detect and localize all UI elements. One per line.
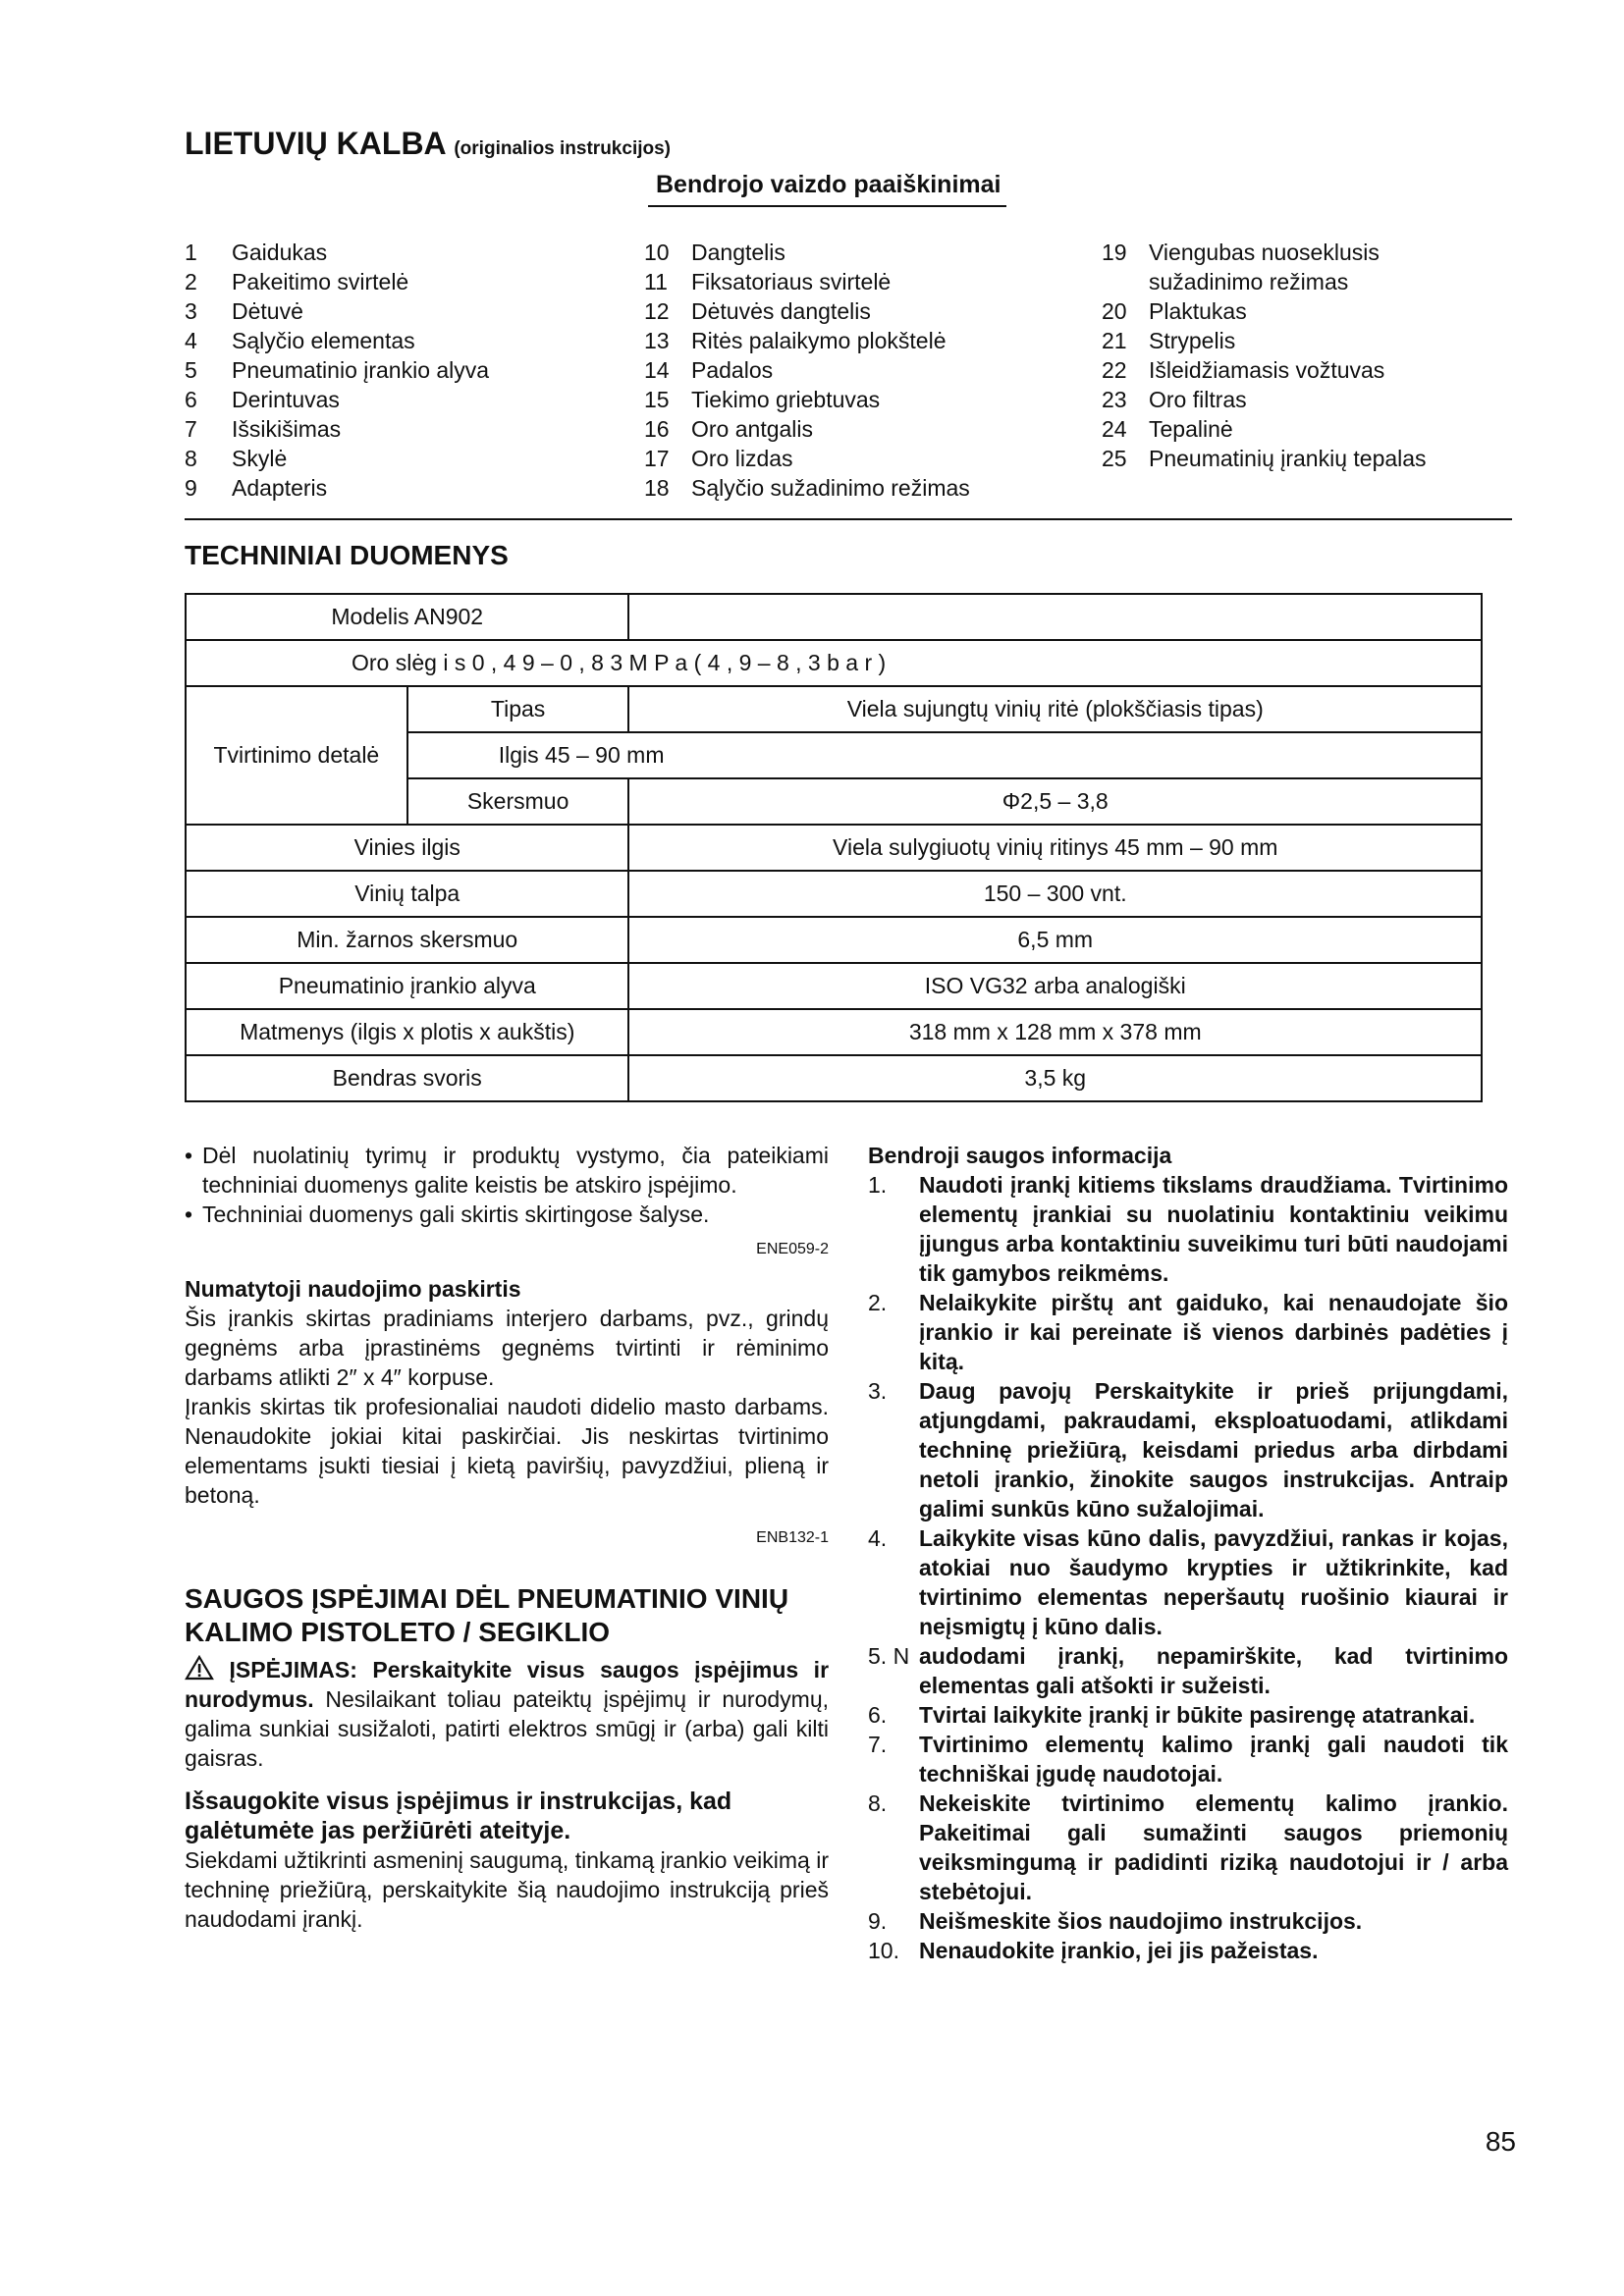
row-label: Pneumatinio įrankio alyva [186,963,628,1009]
legend-item [644,267,1076,296]
legend-item [644,238,1076,267]
legend-item [185,238,607,267]
list-text: Neišmeskite šios naudojimo instrukcijos. [919,1908,1363,1934]
legend-number: 16 [644,416,670,442]
legend-number: 3 [185,298,197,324]
diameter-label: Skersmuo [407,778,629,825]
list-text: Nenaudokite įrankio, jei jis pažeistas. [919,1938,1319,1963]
empty-cell [628,594,1482,640]
list-item [868,1288,1508,1376]
row-value: 6,5 mm [628,917,1482,963]
row-label: Min. žarnos skersmuo [186,917,628,963]
legend-text: Išsikišimas [232,416,342,442]
legend-number: 2 [185,269,197,294]
legend-item [1102,267,1534,296]
legend-column-3 [1102,238,1534,473]
legend-item [1102,385,1534,414]
legend-number: 25 [1102,446,1127,471]
legend-item [185,296,607,326]
legend-text: Pneumatinių įrankių tepalas [1149,446,1427,471]
table-row [186,825,1482,871]
list-text: Tvirtai laikykite įrankį ir būkite pasirengę atatrankai. [919,1702,1476,1728]
doc-code: ENE059-2 [756,1241,829,1257]
legend-number: 17 [644,446,670,471]
legend-number: 8 [185,446,197,471]
type-label: Tipas [407,686,629,732]
legend-number: 10 [644,240,670,265]
warning-bold: Perskaitykite visus saugos įspėjimus ir nurodymus. [185,1657,830,1712]
legend-text: Adapteris [232,475,328,501]
row-label: Vinių talpa [186,871,628,917]
legend-item [644,473,1076,503]
doc-code: ENB132-1 [756,1529,829,1546]
legend-text: Oro filtras [1149,387,1247,412]
length-cell: Ilgis 45 – 90 mm [407,732,1482,778]
legend-number: 18 [644,475,670,501]
legend-text: Ritės palaikymo plokštelė [691,328,947,353]
list-number: 10. [868,1938,899,1963]
legend-item [185,414,607,444]
safety-list [868,1170,1508,1965]
row-value: 318 mm x 128 mm x 378 mm [628,1009,1482,1055]
legend-number: 14 [644,357,670,383]
legend-column-2 [644,238,1076,503]
list-number: 4. [868,1525,888,1551]
row-value: ISO VG32 arba analogiški [628,963,1482,1009]
list-number: 5. N [868,1643,910,1669]
legend-item [185,355,607,385]
legend-text: Tepalinė [1149,416,1233,442]
bullet-icon: • [185,1201,193,1227]
row-label: Bendras svoris [186,1055,628,1101]
list-text: Tvirtinimo elementų kalimo įrankį gali naudoti tik techniškai įgudę naudotojai. [919,1732,1508,1787]
row-value: 150 – 300 vnt. [628,871,1482,917]
legend-number: 4 [185,328,197,353]
legend-item [1102,355,1534,385]
list-item [868,1376,1508,1523]
list-item [868,1936,1508,1965]
legend-text: Dėtuvė [232,298,303,324]
intended-paragraph: Šis įrankis skirtas pradiniams interjero darbams, pvz., grindų gegnėms arba įprastinėms gegnėms tvirtinti ir rėminimo darbams atlikti 2″ x 4″ korpuse. [185,1306,829,1390]
legend-item [644,326,1076,355]
table-row [186,1009,1482,1055]
bullet-text: Techniniai duomenys gali skirtis skirtingose šalyse. [202,1201,710,1227]
table-row [186,871,1482,917]
model-cell: Modelis AN902 [186,594,628,640]
legend-number: 24 [1102,416,1127,442]
legend-text: Oro antgalis [691,416,814,442]
legend-number: 11 [644,269,668,294]
warning-text: Nesilaikant toliau pateiktų įspėjimų ir nurodymų, galima sunkiai susižaloti, patirti elektros smūgį ir (arba) gali kilti gaisras. [185,1686,829,1771]
legend-text: Dėtuvės dangtelis [691,298,871,324]
legend-number [1102,267,1149,296]
fastener-label: Tvirtinimo detalė [186,686,407,825]
list-text: Nekeiskite tvirtinimo elementų kalimo įrankio. Pakeitimai gali sumažinti saugos priemonių veiksmingumą ir padidinti riziką naudotojui ir / arba stebėtojui. [919,1790,1508,1904]
page-number: 85 [1485,2126,1516,2157]
bullet-icon: • [185,1143,193,1168]
legend-text: Plaktukas [1149,298,1247,324]
legend-number: 20 [1102,298,1127,324]
legend-item [644,414,1076,444]
table-row [186,1055,1482,1101]
list-number: 2. [868,1290,888,1315]
legend-item [185,385,607,414]
legend-item [1102,444,1534,473]
specs-table [185,593,1483,1102]
list-text: Nelaikykite pirštų ant gaiduko, kai nenaudojate šio įrankio ir kai pereinate iš vienos darbinės padėties į kitą. [919,1290,1508,1374]
list-text: Naudoti įrankį kitiems tikslams draudžiama. Tvirtinimo elementų įrankiai su nuolatiniu kontaktiniu veikimu įjungus arba kontaktiniu suveikimu turi būti naudojami tik gamybos reikmėms. [919,1172,1508,1286]
intended-paragraph: Įrankis skirtas tik profesionaliai naudoti didelio masto darbams. Nenaudokite jokiai kitai paskirčiai. Jis neskirtas tvirtinimo elementams įsukti tiesiai į kietą paviršių, pavyzdžiui, plieną ir betoną. [185,1394,829,1508]
right-column [868,1141,1508,1965]
list-item [868,1170,1508,1288]
table-row [186,594,1482,640]
legend-number: 12 [644,298,670,324]
legend-text: Sąlyčio elementas [232,328,415,353]
warning-paragraph [185,1655,829,1773]
general-safety-title: Bendroji saugos informacija [868,1143,1172,1168]
list-number: 1. [868,1172,888,1198]
table-row [186,917,1482,963]
legend-title: Bendrojo vaizdo paaiškinimai [648,171,1006,207]
legend-text: Derintuvas [232,387,340,412]
warning-triangle-icon [185,1655,214,1681]
legend-item [185,444,607,473]
legend-number: 9 [185,475,197,501]
table-row [186,963,1482,1009]
legend-item [1102,414,1534,444]
legend-text: Gaidukas [232,240,328,265]
legend-number: 15 [644,387,670,412]
legend-text: sužadinimo režimas [1149,269,1349,294]
legend-number: 6 [185,387,197,412]
list-number: 8. [868,1790,888,1816]
divider [185,518,1512,520]
original-note: (originalios instrukcijos) [454,138,672,159]
bullet-item [185,1141,829,1200]
legend-number: 5 [185,357,197,383]
diameter-value: Φ2,5 – 3,8 [628,778,1482,825]
legend-item [185,326,607,355]
legend-item [1102,238,1534,267]
bullet-item [185,1200,829,1229]
pressure-cell: Oro slėg i s 0 , 4 9 – 0 , 8 3 M P a ( 4 , 9 – 8 , 3 b a r ) [186,640,1482,686]
list-number: 6. [868,1702,888,1728]
list-item [868,1906,1508,1936]
legend-text: Oro lizdas [691,446,793,471]
list-text: Daug pavojų Perskaitykite ir prieš prijungdami, atjungdami, pakraudami, eksploatuodami, atlikdami techninę priežiūrą, keisdami priedus arba dirbdami netoli įrankio, žinokite saugos instrukcijas. Antraip galimi sunkūs kūno sužalojimai. [919,1378,1508,1522]
bullet-text: Dėl nuolatinių tyrimų ir produktų vystymo, čia pateikiami techniniai duomenys galite keistis be atskiro įspėjimo. [202,1143,829,1198]
legend-item [1102,326,1534,355]
type-value: Viela sujungtų vinių ritė (plokščiasis tipas) [628,686,1482,732]
legend-text: Strypelis [1149,328,1236,353]
list-text: audodami įrankį, nepamirškite, kad tvirtinimo elementas gali atšokti ir sužeisti. [919,1643,1508,1698]
legend-number: 22 [1102,357,1127,383]
legend-text: Viengubas nuoseklusis [1149,240,1380,265]
legend-text: Pakeitimo svirtelė [232,269,409,294]
language-title: LIETUVIŲ KALBA [185,126,446,161]
specs-heading: TECHNINIAI DUOMENYS [185,540,509,570]
intended-title: Numatytoji naudojimo paskirtis [185,1276,521,1302]
safety-heading: SAUGOS ĮSPĖJIMAI DĖL PNEUMATINIO VINIŲ KALIMO PISTOLETO / SEGIKLIO [185,1583,789,1647]
keep-title: Išsaugokite visus įspėjimus ir instrukcijas, kad galėtumėte jas peržiūrėti ateityje. [185,1788,732,1844]
legend-text: Išleidžiamasis vožtuvas [1149,357,1385,383]
legend-number: 19 [1102,240,1127,265]
table-row [186,640,1482,686]
page-title [185,126,671,162]
legend-item [644,296,1076,326]
row-value: Viela sulygiuotų vinių ritinys 45 mm – 90 mm [628,825,1482,871]
legend-number: 13 [644,328,670,353]
list-number: 7. [868,1732,888,1757]
keep-text: Siekdami užtikrinti asmeninį saugumą, tinkamą įrankio veikimą ir techninę priežiūrą, perskaitykite šią naudojimo instrukciją prieš naudodami įrankį. [185,1847,829,1932]
list-number: 9. [868,1908,888,1934]
list-item [868,1700,1508,1730]
legend-text: Pneumatinio įrankio alyva [232,357,490,383]
legend-text: Dangtelis [691,240,785,265]
list-item [868,1730,1508,1789]
legend-number: 23 [1102,387,1127,412]
legend-text: Fiksatoriaus svirtelė [691,269,892,294]
row-label: Matmenys (ilgis x plotis x aukštis) [186,1009,628,1055]
legend-column-1 [185,238,607,503]
left-column [185,1141,829,1934]
list-item [868,1789,1508,1906]
legend-text: Skylė [232,446,288,471]
legend-item [185,267,607,296]
legend-text: Padalos [691,357,774,383]
table-row [186,686,1482,732]
legend-text: Sąlyčio sužadinimo režimas [691,475,970,501]
legend-item [185,473,607,503]
legend-item [644,355,1076,385]
legend-text: Tiekimo griebtuvas [691,387,881,412]
list-item [868,1523,1508,1641]
warning-label: ĮSPĖJIMAS: [229,1657,357,1682]
list-number: 3. [868,1378,888,1404]
legend-item [1102,296,1534,326]
row-label: Vinies ilgis [186,825,628,871]
list-text: Laikykite visas kūno dalis, pavyzdžiui, rankas ir kojas, atokiai nuo šaudymo krypties ir užtikrinkite, kad tvirtinimo elementas neperšautų ruošinio kiaurai ir neįsmigtų į kūno dalis. [919,1525,1508,1639]
legend-number: 7 [185,416,197,442]
legend-number: 1 [185,240,197,265]
list-item [868,1641,1508,1700]
legend-number: 21 [1102,328,1127,353]
legend-item [644,444,1076,473]
legend-item [644,385,1076,414]
row-value: 3,5 kg [628,1055,1482,1101]
